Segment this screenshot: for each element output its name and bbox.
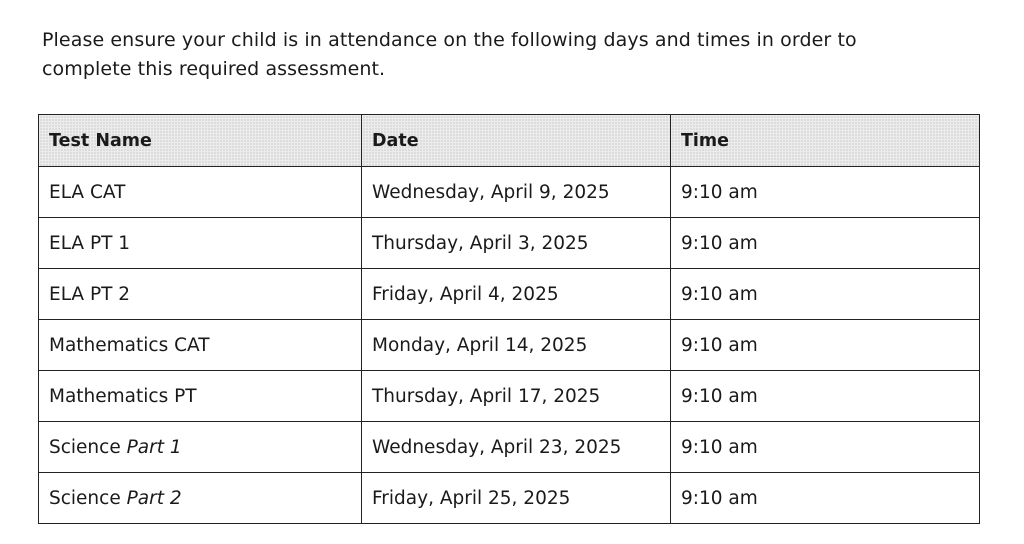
test-name-cell: [39, 473, 362, 524]
test-name-cell: [39, 218, 362, 269]
test-name: ELA PT 2: [49, 283, 131, 305]
table-row: [39, 269, 980, 320]
table-row: [39, 473, 980, 524]
time-cell: 9:10 am: [671, 269, 980, 320]
test-name: Science: [49, 487, 127, 509]
header-time: Time: [671, 115, 980, 167]
time-cell: 9:10 am: [671, 422, 980, 473]
table-row: [39, 371, 980, 422]
header-test-name: Test Name: [39, 115, 362, 167]
test-name: ELA PT 1: [49, 232, 131, 254]
assessment-schedule-table: [38, 114, 980, 524]
table-row: [39, 422, 980, 473]
table-row: [39, 218, 980, 269]
test-name: Mathematics CAT: [49, 334, 210, 356]
date-cell: Friday, April 4, 2025: [362, 269, 671, 320]
test-name-cell: [39, 422, 362, 473]
date-cell: Wednesday, April 23, 2025: [362, 422, 671, 473]
time-cell: 9:10 am: [671, 473, 980, 524]
intro-line-1: Please ensure your child is in attendance on the following days and times in order to: [42, 29, 857, 51]
time-cell: 9:10 am: [671, 371, 980, 422]
date-cell: Friday, April 25, 2025: [362, 473, 671, 524]
test-name-cell: [39, 320, 362, 371]
date-cell: Thursday, April 3, 2025: [362, 218, 671, 269]
test-name-cell: [39, 167, 362, 218]
header-date: Date: [362, 115, 671, 167]
test-name: ELA CAT: [49, 181, 126, 203]
intro-paragraph: [42, 26, 942, 84]
test-name: Science: [49, 436, 127, 458]
time-cell: 9:10 am: [671, 167, 980, 218]
test-part: Part 1: [126, 436, 182, 458]
table-row: [39, 167, 980, 218]
intro-line-2: complete this required assessment.: [42, 58, 386, 80]
test-name: Mathematics PT: [49, 385, 197, 407]
time-cell: 9:10 am: [671, 320, 980, 371]
table-header-row: [39, 115, 980, 167]
table-row: [39, 320, 980, 371]
time-cell: 9:10 am: [671, 218, 980, 269]
date-cell: Wednesday, April 9, 2025: [362, 167, 671, 218]
test-part: Part 2: [126, 487, 182, 509]
test-name-cell: [39, 269, 362, 320]
date-cell: Thursday, April 17, 2025: [362, 371, 671, 422]
test-name-cell: [39, 371, 362, 422]
date-cell: Monday, April 14, 2025: [362, 320, 671, 371]
